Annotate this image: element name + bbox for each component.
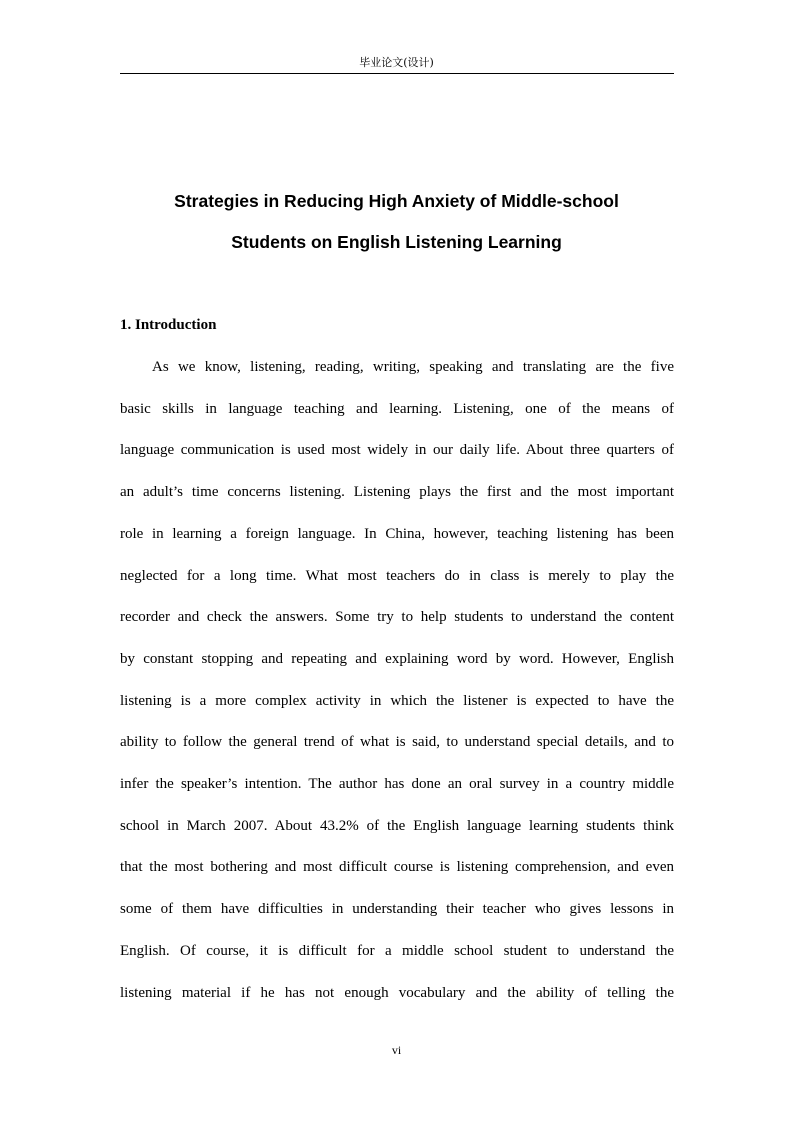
paragraph-line: role in learning a foreign language. In China, however, teaching listening has been <box>120 525 674 542</box>
paragraph-line: listening material if he has not enough vocabulary and the ability of telling the <box>120 984 674 1001</box>
paragraph-line: basic skills in language teaching and learning. Listening, one of the means of <box>120 400 674 417</box>
paragraph-line: recorder and check the answers. Some try to help students to understand the content <box>120 609 674 626</box>
paragraph-line: language communication is used most widely in our daily life. About three quarters of <box>120 442 674 459</box>
paragraph-line: infer the speaker’s intention. The author has done an oral survey in a country middle <box>120 776 674 792</box>
paragraph-line: that the most bothering and most difficult course is listening comprehension, and even <box>120 859 674 876</box>
paragraph-line: listening is a more complex activity in which the listener is expected to have the <box>120 692 674 709</box>
document-title-line-1: Strategies in Reducing High Anxiety of Middle-school <box>174 191 619 211</box>
paragraph-line: ability to follow the general trend of what is said, to understand special details, and to <box>120 734 674 751</box>
paragraph-line: some of them have difficulties in understanding their teacher who gives lessons in <box>120 901 674 918</box>
section-heading: 1. Introduction <box>120 317 217 333</box>
page-header: 毕业论文(设计) <box>359 56 434 69</box>
header-rule <box>120 73 674 74</box>
paragraph-line: As we know, listening, reading, writing, speaking and translating are the five <box>152 359 674 375</box>
paragraph-line: neglected for a long time. What most teachers do in class is merely to play the <box>120 567 674 584</box>
document-title-line-2: Students on English Listening Learning <box>231 232 562 252</box>
page-number: vi <box>391 1043 402 1057</box>
paragraph-line: by constant stopping and repeating and explaining word by word. However, English <box>120 650 674 667</box>
paragraph-line: an adult’s time concerns listening. Listening plays the first and the most important <box>120 484 674 501</box>
paragraph-line: school in March 2007. About 43.2% of the English language learning students think <box>120 817 674 834</box>
paragraph-line: English. Of course, it is difficult for a middle school student to understand the <box>120 942 674 959</box>
